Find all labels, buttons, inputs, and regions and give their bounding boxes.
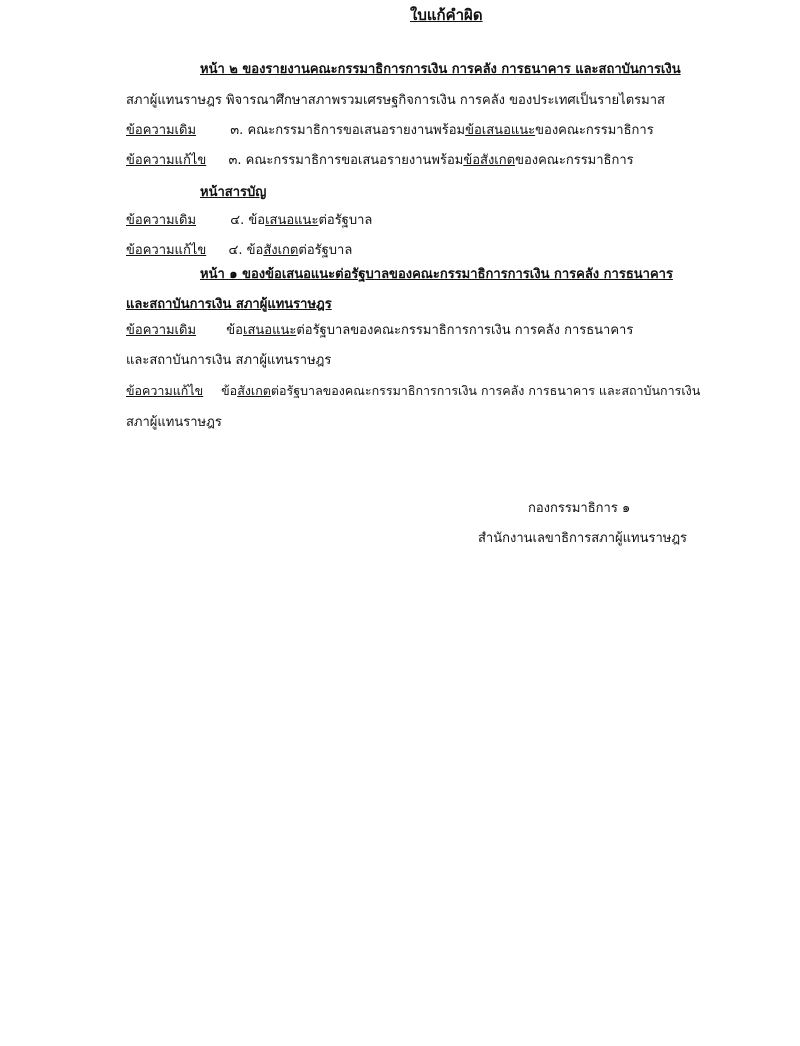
corrected-text: ๓. คณะกรรมาธิการขอเสนอรายงานพร้อม <box>228 153 464 168</box>
section3-original-row <box>126 322 633 340</box>
original-text-underlined: เสนอแนะ <box>265 213 319 228</box>
section1-heading-continuation: สภาผู้แทนราษฎร พิจารณาศึกษาสภาพรวมเศรษฐกิจการเงิน การคลัง ของประเทศเป็นรายไตรมาส <box>126 93 665 108</box>
section3-corrected-continuation: สภาผู้แทนราษฎร <box>126 415 222 430</box>
section1-heading: หน้า ๒ ของรายงานคณะกรรมาธิการการเงิน การคลัง การธนาคาร และสถาบันการเงิน <box>200 62 681 77</box>
corrected-text-tail: ต่อรัฐบาล <box>298 243 353 258</box>
corrected-text-label: ข้อความแก้ไข <box>126 153 207 168</box>
corrected-text-underlined: สังเกต <box>263 243 299 258</box>
section2-original-row <box>126 212 372 230</box>
original-text-tail: ของคณะกรรมาธิการ <box>535 123 654 138</box>
section3-heading-text: ของข้อเสนอแนะต่อรัฐบาลของคณะกรรมาธิการการเงิน การคลัง การธนาคาร <box>242 267 673 282</box>
corrected-text: ๔. ข้อ <box>228 243 264 258</box>
signature-office: กองกรรมาธิการ ๑ <box>528 501 631 516</box>
corrected-text: ข้อ <box>221 383 238 398</box>
original-text-underlined: เสนอแนะ <box>243 323 297 338</box>
corrected-text-tail: ของคณะกรรมาธิการ <box>515 153 634 168</box>
section1-corrected-row <box>126 152 634 170</box>
document-title: ใบแก้คำผิด <box>410 6 483 24</box>
section1-original-row <box>126 122 654 140</box>
original-text-underlined: ข้อเสนอแนะ <box>465 123 536 138</box>
section3-heading <box>200 266 673 284</box>
corrected-text-label: ข้อความแก้ไข <box>126 243 207 258</box>
section2-heading: หน้าสารบัญ <box>200 185 267 200</box>
signature-agency: สำนักงานเลขาธิการสภาผู้แทนราษฎร <box>478 531 688 546</box>
corrected-text-label: ข้อความแก้ไข <box>126 383 204 398</box>
original-text-tail: ต่อรัฐบาลของคณะกรรมาธิการการเงิน การคลัง การธนาคาร <box>296 323 634 338</box>
original-text: ๓. คณะกรรมาธิการขอเสนอรายงานพร้อม <box>230 123 466 138</box>
section3-heading-continuation: และสถาบันการเงิน สภาผู้แทนราษฎร <box>126 297 332 312</box>
section3-original-continuation: และสถาบันการเงิน สภาผู้แทนราษฎร <box>126 353 332 368</box>
original-text-tail: ต่อรัฐบาล <box>318 213 373 228</box>
original-text: ข้อ <box>226 323 243 338</box>
section2-corrected-row <box>126 242 352 260</box>
section3-corrected-row <box>126 382 700 400</box>
original-text-label: ข้อความเดิม <box>126 323 197 338</box>
original-text-label: ข้อความเดิม <box>126 213 197 228</box>
corrected-text-tail: ต่อรัฐบาลของคณะกรรมาธิการการเงิน การคลัง การธนาคาร และสถาบันการเงิน <box>270 383 701 398</box>
section3-heading-page: หน้า ๑ <box>200 267 238 282</box>
original-text: ๔. ข้อ <box>230 213 266 228</box>
corrected-text-underlined: สังเกต <box>237 383 271 398</box>
corrected-text-underlined: ข้อสังเกต <box>463 153 516 168</box>
original-text-label: ข้อความเดิม <box>126 123 197 138</box>
